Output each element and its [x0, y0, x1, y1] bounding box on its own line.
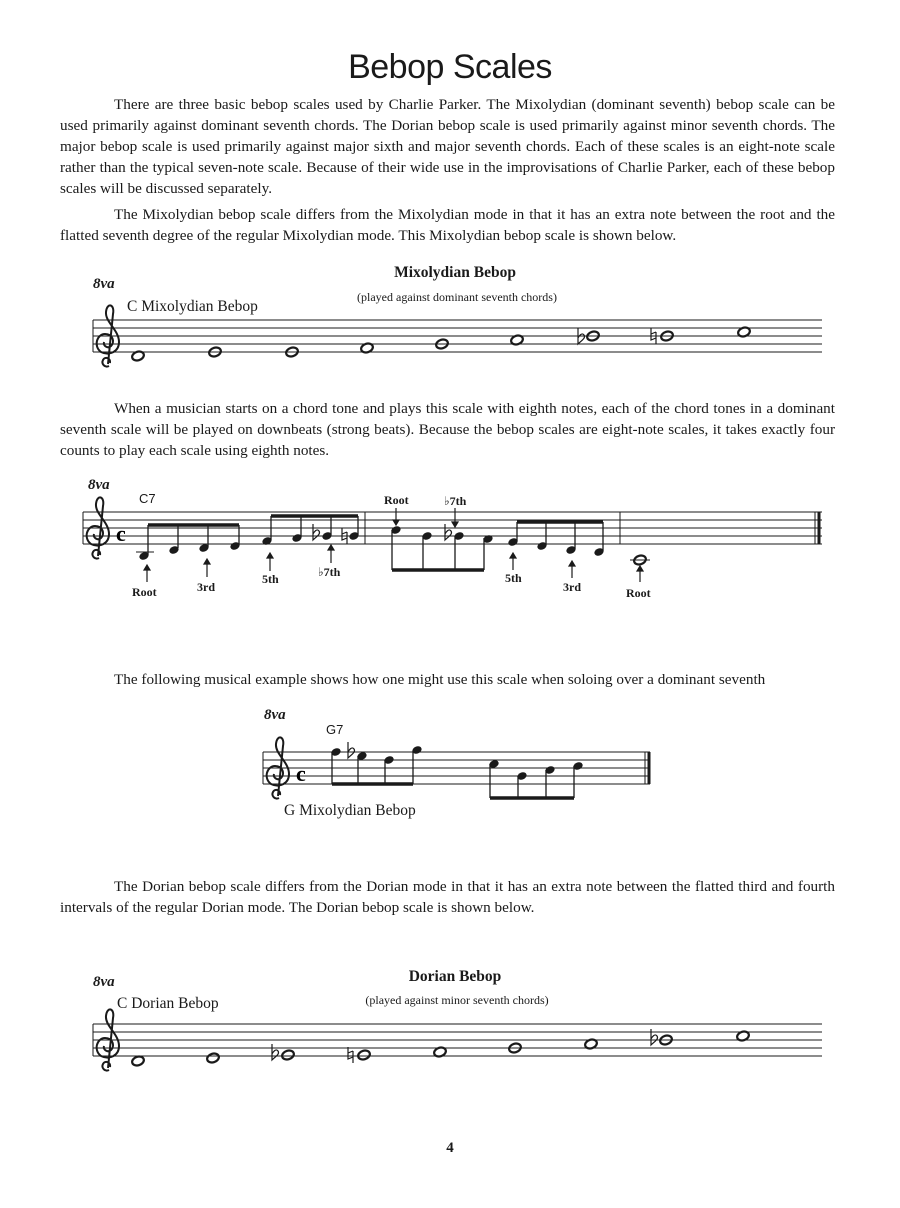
example4-heading: Dorian Bebop: [408, 968, 502, 985]
example1-heading: Mixolydian Bebop: [394, 264, 516, 281]
example4-subheading: (played against minor seventh chords): [365, 993, 549, 1007]
paragraph-dorian: The Dorian bebop scale differs from the Dorian mode in that it has an extra note between the flatted third and fourth intervals of the regular Dorian mode. The Dorian bebop scale is shown below.: [60, 878, 835, 916]
notes-g7: [332, 751, 574, 798]
ottava-mark: 8va: [88, 477, 110, 493]
paragraph-example: The following musical example shows how one might use this scale when soloing over a dominant seventh: [114, 671, 766, 688]
time-signature-common: c: [296, 761, 306, 786]
staff-mixolydian-bebop: [93, 320, 822, 352]
annotation-root-above: Root: [384, 493, 409, 507]
staff-dorian-bebop: [93, 1024, 822, 1056]
annotation-5th-below: 5th: [505, 571, 522, 585]
annotation-root-below: Root: [626, 586, 651, 600]
annotation-root-below: Root: [132, 585, 157, 599]
note-c7-measure3: [630, 554, 650, 566]
annotation-3rd-below: 3rd: [197, 580, 215, 594]
staff-g7-example: [263, 752, 650, 784]
chord-symbol: G7: [326, 722, 344, 737]
annotation-flat7-above: ♭7th: [444, 494, 467, 508]
time-signature-common: c: [116, 521, 126, 546]
scale-label: C Mixolydian Bebop: [127, 298, 258, 315]
ottava-mark: 8va: [93, 276, 115, 292]
staff-c7-example: [83, 512, 822, 544]
annotation-3rd-below: 3rd: [563, 580, 581, 594]
chord-symbol: C7: [139, 491, 156, 506]
scale-label: C Dorian Bebop: [117, 995, 219, 1012]
paragraph-mixolydian: The Mixolydian bebop scale differs from the Mixolydian mode in that it has an extra note between the root and the flatted seventh degree of the regular Mixolydian mode. This Mixolydian bebop scale is shown below.: [60, 206, 835, 244]
annotation-5th-below: 5th: [262, 572, 279, 586]
paragraph-eighth-notes: When a musician starts on a chord tone and plays this scale with eighth notes, each of the chord tones in a dominant seventh scale will be played on downbeats (strong beats). Because the bebop scales are eight-note scales, it takes exactly four counts to play each scale using eighth notes.: [60, 400, 835, 459]
paragraph-intro: There are three basic bebop scales used by Charlie Parker. The Mixolydian (dominant seventh) bebop scale can be used primarily against dominant seventh chords. The Dorian bebop scale is used primarily against minor seventh chords. The major bebop scale is used primarily against major sixth and major seventh chords. Each of these scales is an eight-note scale rather than the typical seven-note scale. Because of their wide use in the improvisations of Charlie Parker, each of these bebop scales will be discussed separately.: [60, 96, 835, 197]
scale-label: G Mixolydian Bebop: [284, 802, 416, 819]
page-title: Bebop Scales: [348, 48, 552, 86]
page-number: 4: [446, 1140, 454, 1156]
example1-subheading: (played against dominant seventh chords): [357, 290, 557, 304]
ottava-mark: 8va: [264, 707, 286, 723]
ottava-mark: 8va: [93, 974, 115, 990]
annotation-flat7-below: ♭7th: [318, 565, 341, 579]
noteheads-c7-measure1: [136, 524, 360, 561]
